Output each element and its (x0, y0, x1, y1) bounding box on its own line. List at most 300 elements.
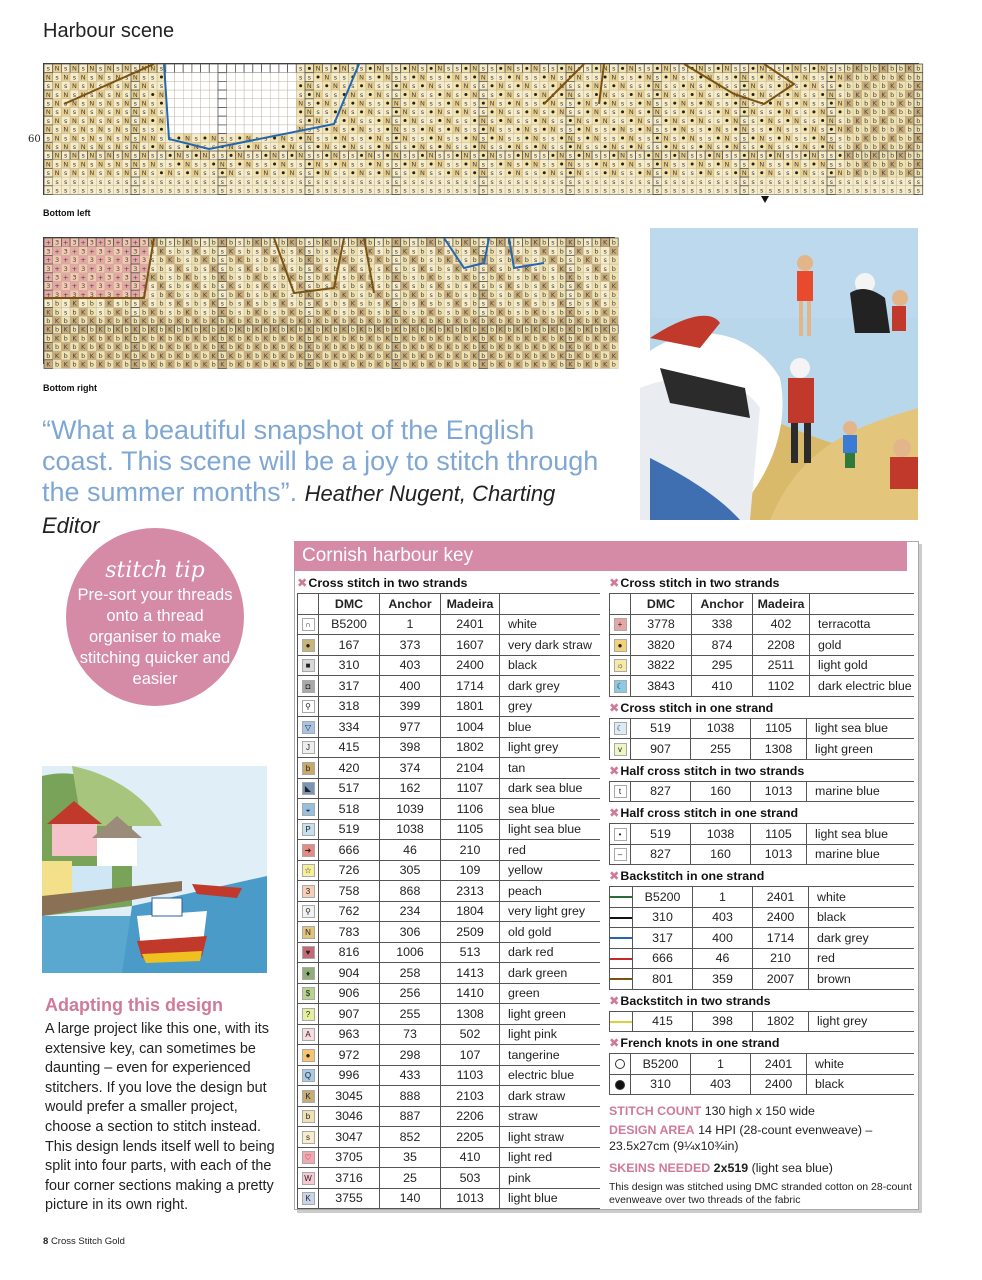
chart-cell (175, 90, 184, 99)
chart-symbol: N (759, 64, 765, 73)
chart-symbol: s (290, 290, 294, 299)
chart-symbol: b (420, 247, 425, 256)
chart-symbol: s (420, 186, 425, 195)
chart-symbol: b (333, 264, 338, 273)
chart-symbol: s (525, 73, 529, 82)
chart-symbol: b (298, 325, 303, 334)
chart-symbol: s (446, 273, 451, 282)
chart-symbol: s (855, 177, 860, 186)
chart-symbol: b (402, 273, 408, 282)
chart-cell (192, 73, 201, 82)
french-knot-mark (430, 110, 433, 113)
french-knot-mark (665, 76, 668, 79)
chart-symbol: b (542, 264, 547, 273)
chart-symbol: s (307, 177, 312, 186)
chart-symbol: N (672, 73, 678, 82)
chart-symbol: b (194, 343, 199, 352)
chart-symbol: K (376, 343, 382, 352)
chart-symbol: b (542, 360, 547, 369)
chart-symbol: N (98, 73, 103, 82)
chart-symbol: s (551, 308, 555, 317)
chart-symbol: s (107, 90, 111, 99)
chart-symbol: s (429, 299, 433, 308)
chart-symbol: s (533, 169, 538, 178)
chart-symbol: s (229, 177, 233, 186)
chart-symbol: s (472, 151, 477, 160)
center-marker-icon (761, 196, 769, 203)
chart-symbol: N (72, 64, 77, 73)
chart-symbol: b (72, 325, 77, 334)
chart-symbol: s (46, 64, 51, 73)
chart-symbol: b (194, 264, 199, 273)
chart-symbol: s (507, 82, 512, 91)
chart-symbol: s (446, 247, 451, 256)
chart-symbol: N (463, 108, 469, 117)
chart-symbol: b (272, 317, 277, 325)
chart-symbol: s (490, 143, 494, 151)
chart-symbol: K (533, 325, 538, 334)
chart-symbol: b (916, 143, 921, 151)
chart-symbol: s (777, 90, 781, 99)
french-knot-mark (308, 67, 311, 70)
chart-symbol: N (533, 64, 538, 73)
french-knot-mark (543, 171, 546, 174)
chart-symbol: N (802, 169, 808, 178)
chart-symbol: K (907, 143, 912, 151)
chart-symbol: s (298, 143, 303, 151)
chart-symbol: b (359, 317, 364, 325)
chart-symbol: K (368, 317, 373, 325)
chart-symbol: b (907, 134, 912, 143)
french-knot-mark (638, 128, 641, 131)
chart-symbol: N (150, 134, 156, 143)
chart-symbol: K (263, 351, 268, 360)
chart-symbol: s (290, 134, 294, 143)
french-knot-mark (369, 93, 372, 96)
chart-symbol: K (228, 282, 234, 291)
french-knot-mark (491, 110, 494, 113)
chart-symbol: b (576, 343, 582, 352)
chart-symbol: b (455, 247, 460, 256)
french-knot-mark (186, 171, 189, 174)
chart-symbol: b (855, 151, 860, 160)
chart-symbol: s (603, 151, 607, 160)
chart-symbol: s (342, 177, 346, 186)
chart-symbol: s (359, 290, 364, 299)
chart-symbol: 3 (54, 238, 60, 247)
chart-symbol: s (681, 160, 686, 169)
chart-symbol: b (498, 351, 503, 360)
chart-symbol: N (359, 73, 364, 82)
chart-symbol: s (420, 160, 425, 169)
chart-symbol: N (376, 90, 382, 99)
chart-symbol: K (507, 334, 512, 343)
chart-symbol: N (298, 99, 304, 108)
chart-cell (209, 116, 218, 125)
chart-symbol: K (168, 290, 173, 299)
chart-symbol: s (699, 134, 703, 143)
chart-symbol: b (298, 343, 303, 352)
chart-symbol: + (106, 282, 112, 291)
key-madeira: 1714 (441, 676, 500, 697)
chart-symbol: s (829, 160, 834, 169)
chart-symbol: N (89, 99, 95, 108)
chart-symbol: b (307, 317, 312, 325)
chart-symbol: K (46, 343, 51, 352)
french-knot-mark (638, 102, 641, 105)
chart-symbol: N (324, 99, 330, 108)
chart-symbol: s (429, 177, 433, 186)
chart-symbol: K (872, 99, 877, 108)
french-knot-mark (752, 136, 755, 139)
chart-symbol: K (324, 273, 329, 282)
chart-cell (175, 99, 184, 108)
chart-cell (270, 99, 279, 108)
french-knot-mark (230, 154, 233, 157)
chart-symbol: s (760, 177, 764, 186)
chart-symbol: s (499, 99, 503, 108)
chart-symbol: s (559, 125, 564, 134)
chart-symbol: b (72, 360, 77, 369)
french-knot-mark (464, 136, 467, 139)
chart-symbol: s (481, 134, 486, 143)
chart-symbol: N (246, 134, 251, 143)
chart-symbol: N (768, 143, 773, 151)
key-table-left (297, 593, 600, 1209)
chart-symbol: s (151, 177, 155, 186)
chart-symbol: K (411, 290, 416, 299)
chart-symbol: s (586, 143, 590, 151)
chart-symbol: s (124, 143, 129, 151)
chart-symbol: N (828, 116, 834, 125)
chart-symbol: N (837, 73, 843, 82)
chart-symbol: K (237, 343, 242, 352)
chart-symbol: s (620, 99, 625, 108)
chart-symbol: b (507, 290, 512, 299)
chart-symbol: + (132, 238, 139, 247)
chart-cell (288, 99, 297, 108)
chart-symbol: K (402, 247, 408, 256)
chart-symbol: K (150, 273, 155, 282)
chart-symbol: s (368, 143, 372, 151)
chart-symbol: b (394, 351, 399, 360)
chart-symbol: K (307, 360, 312, 369)
chart-symbol: b (281, 282, 286, 291)
chart-symbol: b (872, 116, 877, 125)
french-knot-mark (351, 128, 354, 131)
french-knot-mark (282, 145, 285, 148)
chart-cell (253, 99, 262, 108)
chart-symbol: s (777, 143, 781, 151)
chart-symbol: K (281, 334, 286, 343)
chart-symbol: b (524, 290, 529, 299)
chart-symbol: 3 (72, 273, 77, 282)
chart-symbol: b (559, 256, 564, 265)
chart-symbol: s (699, 82, 703, 91)
chart-symbol: s (342, 73, 346, 82)
chart-symbol: K (150, 343, 155, 352)
chart-symbol: b (333, 343, 338, 352)
chart-symbol: b (63, 351, 68, 360)
chart-symbol: 3 (124, 290, 129, 299)
chart-symbol: N (472, 64, 478, 73)
french-knot-mark (682, 136, 685, 139)
chart-symbol: s (46, 116, 51, 125)
french-knot-mark (195, 154, 198, 157)
chart-symbol: b (437, 343, 442, 352)
chart-cell (270, 125, 279, 134)
chart-symbol: s (403, 143, 407, 151)
chart-symbol: s (603, 282, 607, 291)
chart-symbol: K (516, 343, 521, 352)
chart-symbol: s (116, 299, 120, 308)
chart-symbol: s (359, 90, 364, 99)
french-knot-mark (595, 93, 598, 96)
chart-symbol: s (516, 64, 520, 73)
chart-symbol: b (281, 343, 286, 352)
chart-symbol: N (333, 151, 338, 160)
chart-symbol: b (228, 264, 234, 273)
chart-symbol: N (63, 125, 69, 134)
chart-symbol: b (898, 64, 904, 73)
chart-symbol: N (402, 108, 408, 117)
chart-symbol: K (542, 282, 547, 291)
chart-symbol: + (115, 238, 121, 247)
chart-symbol: K (289, 360, 295, 369)
chart-symbol: s (612, 108, 616, 117)
chart-symbol: N (480, 143, 486, 151)
chart-symbol: s (455, 160, 459, 169)
chart-symbol: s (707, 186, 712, 195)
chart-symbol: + (97, 238, 104, 247)
chart-symbol: b (916, 64, 921, 73)
chart-symbol: b (246, 343, 251, 352)
french-knot-mark (325, 84, 328, 87)
thread-swatch-icon: ◣ (302, 782, 315, 795)
chart-symbol: s (751, 116, 755, 125)
french-knot-mark (699, 145, 702, 148)
chart-symbol: b (455, 343, 460, 352)
chart-symbol: b (281, 360, 286, 369)
chart-symbol: N (646, 125, 652, 134)
chart-symbol: s (394, 169, 399, 178)
french-knot-mark (656, 136, 659, 139)
chart-symbol: s (812, 90, 816, 99)
chart-symbol: s (786, 151, 790, 160)
chart-symbol: s (620, 169, 625, 178)
chart-symbol: b (133, 334, 138, 343)
chart-symbol: s (133, 134, 138, 143)
chart-symbol: b (881, 82, 886, 91)
chart-symbol: b (263, 290, 268, 299)
chart-symbol: s (838, 177, 842, 186)
chart-symbol: s (116, 64, 120, 73)
chart-symbol: s (325, 290, 329, 299)
chart-symbol: s (455, 177, 459, 186)
chart-symbol: s (90, 160, 94, 169)
chart-symbol: b (489, 360, 495, 369)
chart-symbol: + (132, 256, 139, 265)
chart-symbol: 3 (107, 238, 112, 247)
chart-symbol: s (577, 90, 581, 99)
french-knot-mark (256, 171, 259, 174)
chart-symbol: K (568, 325, 573, 334)
chart-symbol: s (907, 186, 912, 195)
chart-symbol: b (385, 360, 390, 369)
chart-symbol: b (420, 238, 425, 247)
chart-symbol: b (507, 343, 512, 352)
chart-symbol: s (803, 64, 807, 73)
chart-symbol: N (367, 82, 373, 91)
chart-symbol: b (141, 308, 147, 317)
french-knot-mark (377, 76, 380, 79)
french-knot-mark (647, 154, 650, 157)
french-knot-mark (673, 154, 676, 157)
chart-symbol: s (577, 108, 581, 117)
chart-symbol: b (54, 299, 60, 308)
chart-symbol: K (359, 273, 364, 282)
french-knot-mark (673, 102, 676, 105)
chart-symbol: b (115, 351, 121, 360)
chart-symbol: K (881, 90, 886, 99)
chart-symbol: N (567, 134, 573, 143)
chart-symbol: N (576, 169, 582, 178)
chart-symbol: s (559, 116, 564, 125)
chart-symbol: s (533, 177, 538, 186)
chart-cell (209, 108, 218, 117)
chart-symbol: b (855, 134, 860, 143)
chart-symbol: b (881, 73, 886, 82)
chart-symbol: b (359, 334, 364, 343)
chart-symbol: s (90, 108, 94, 117)
chart-symbol: s (499, 143, 503, 151)
chart-symbol: s (394, 247, 399, 256)
key-row (298, 696, 601, 717)
french-knot-mark (525, 163, 528, 166)
chart-symbol: K (72, 299, 77, 308)
chart-symbol: s (394, 177, 399, 186)
chart-symbol: N (115, 90, 121, 99)
french-knot-mark (569, 145, 572, 148)
french-knot-mark (386, 154, 389, 157)
chart-symbol: s (707, 116, 712, 125)
chart-symbol: s (733, 108, 738, 117)
chart-symbol: b (115, 334, 121, 343)
chart-symbol: b (507, 325, 512, 334)
chart-symbol: K (133, 360, 138, 369)
chart-symbol: s (786, 143, 790, 151)
chart-symbol: s (133, 299, 138, 308)
chart-symbol: s (499, 247, 503, 256)
chart-symbol: K (185, 325, 190, 334)
chart-symbol: N (289, 143, 295, 151)
chart-symbol: s (64, 169, 68, 178)
chart-symbol: s (333, 169, 338, 178)
chart-symbol: s (90, 177, 94, 186)
french-knot-mark (412, 102, 415, 105)
chart-symbol: K (376, 325, 382, 334)
chart-symbol: s (820, 151, 825, 160)
chart-symbol: s (107, 177, 111, 186)
french-knot-mark (795, 76, 798, 79)
chart-symbol: s (159, 108, 164, 117)
chart-cell (227, 73, 236, 82)
chart-symbol: s (159, 151, 164, 160)
chart-symbol: b (194, 256, 199, 265)
chart-symbol: s (438, 73, 442, 82)
chart-symbol: s (847, 186, 851, 195)
chart-symbol: s (307, 247, 312, 256)
chart-symbol: s (325, 160, 329, 169)
chart-symbol: N (724, 64, 730, 73)
chart-symbol: s (568, 99, 573, 108)
chart-symbol: b (568, 317, 573, 325)
chart-symbol: b (324, 334, 329, 343)
chart-symbol: b (585, 317, 590, 325)
chart-symbol: N (306, 134, 312, 143)
chart-symbol: s (377, 264, 381, 273)
chart-symbol: s (603, 299, 607, 308)
chart-symbol: b (46, 317, 51, 325)
chart-symbol: s (507, 151, 512, 160)
chart-symbol: b (176, 282, 181, 291)
chart-symbol: + (80, 256, 86, 265)
chart-symbol: b (394, 334, 399, 343)
chart-cell (262, 64, 271, 73)
chart-symbol: s (446, 64, 451, 73)
chart-symbol: N (132, 90, 138, 99)
chart-symbol: K (542, 334, 547, 343)
chart-symbol: s (629, 82, 633, 91)
chart-symbol: N (159, 116, 164, 125)
french-knot-mark (456, 110, 459, 113)
chart-symbol: 3 (98, 282, 103, 291)
french-knot-mark (665, 171, 668, 174)
chart-cell (253, 73, 262, 82)
chart-symbol: K (63, 325, 68, 334)
chart-symbol: s (272, 238, 277, 247)
chart-symbol: N (45, 125, 51, 134)
chart-symbol: b (864, 99, 869, 108)
col-madeira: Madeira (441, 594, 500, 615)
chart-symbol: s (377, 108, 381, 117)
chart-symbol: s (516, 238, 520, 247)
chart-symbol: N (115, 160, 121, 169)
chart-bottom-right (43, 237, 616, 369)
chart-symbol: s (551, 90, 555, 99)
chart-symbol: N (507, 116, 512, 125)
french-knot-mark (586, 110, 589, 113)
chart-symbol: s (46, 151, 51, 160)
chart-cell (262, 116, 271, 125)
chart-symbol: K (150, 360, 155, 369)
chart-symbol: s (542, 64, 546, 73)
chart-cell (244, 108, 253, 117)
chart-symbol: b (890, 169, 895, 178)
chart-symbol: b (437, 273, 442, 282)
chart-symbol: N (89, 64, 95, 73)
chart-symbol: s (255, 299, 259, 308)
chart-symbol: s (446, 186, 451, 195)
chart-symbol: K (150, 325, 155, 334)
chart-symbol: N (759, 160, 765, 169)
french-knot-mark (812, 136, 815, 139)
chart-symbol: K (315, 264, 321, 273)
chart-symbol: N (663, 134, 669, 143)
french-knot-mark (752, 163, 755, 166)
chart-symbol: K (472, 351, 477, 360)
chart-symbol: s (72, 177, 77, 186)
